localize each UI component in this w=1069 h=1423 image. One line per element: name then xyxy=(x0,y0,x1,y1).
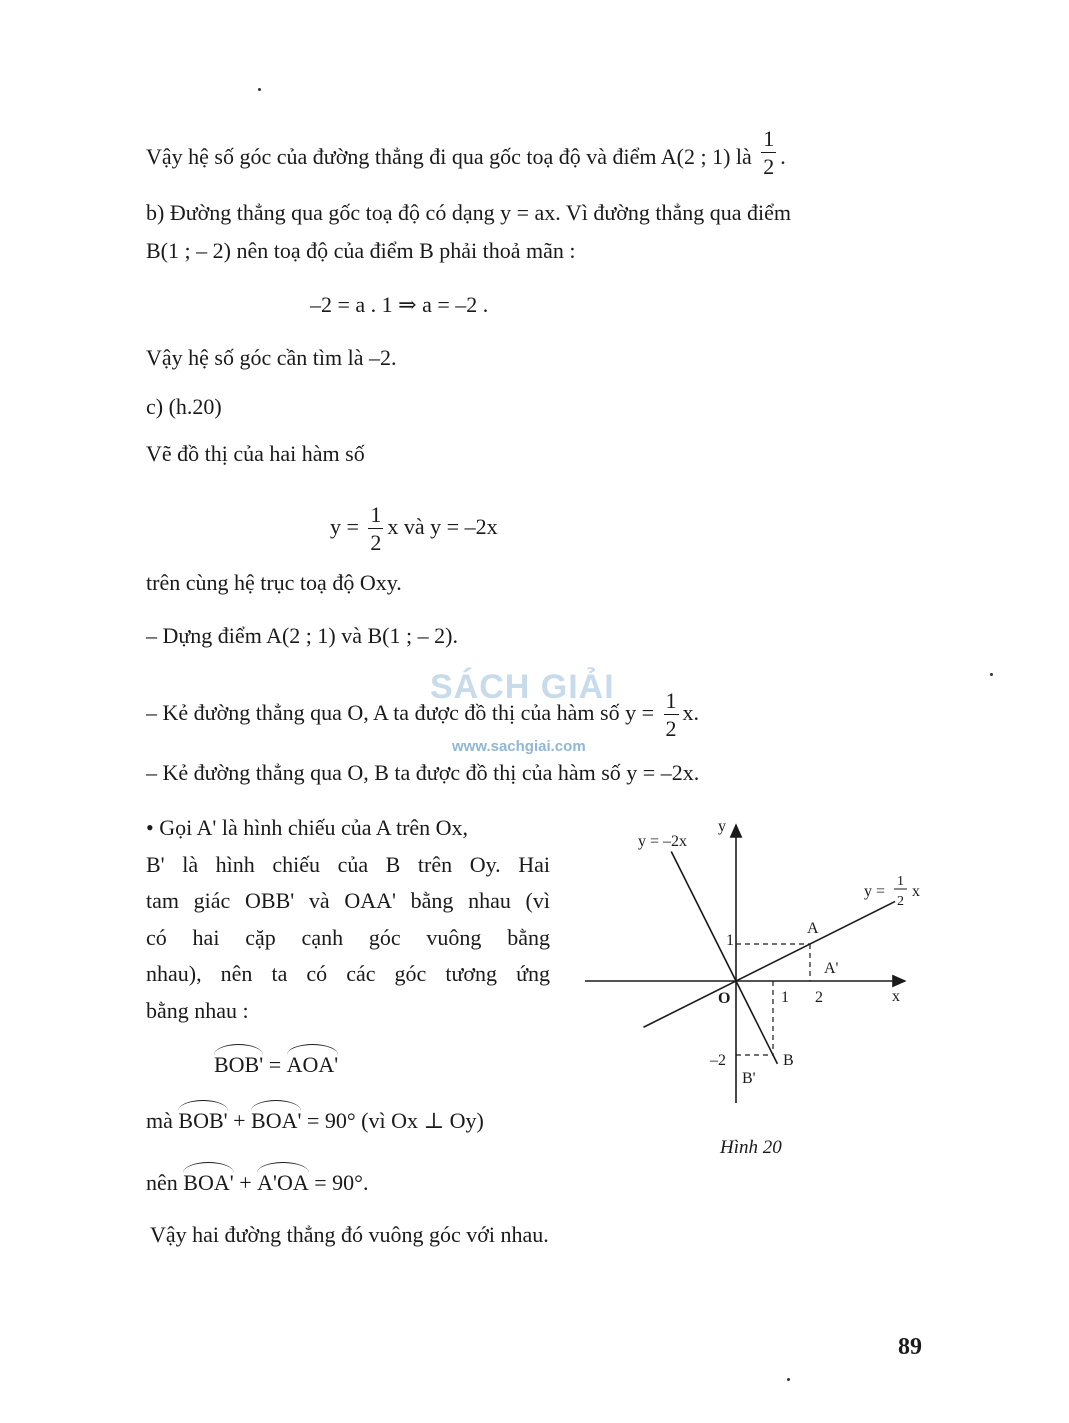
equation-b: –2 = a . 1 ⇒ a = –2 . xyxy=(310,292,489,317)
line-neg-2x xyxy=(671,852,777,1064)
point-b-label: B xyxy=(783,1052,794,1069)
part-b-line1: b) Đường thẳng qua gốc toạ độ có dạng y = ax. Vì đường thẳng qua điểm xyxy=(146,200,792,225)
watermark-logo: SÁCH GIẢI xyxy=(430,668,615,706)
tick-x-1: 1 xyxy=(781,989,789,1006)
bullet-line: tam giác OBB' và OAA' bằng nhau (vì xyxy=(146,888,550,913)
figure-caption: Hình 20 xyxy=(720,1137,782,1158)
origin-label: O xyxy=(718,990,731,1007)
conclusion-b: Vậy hệ số góc cần tìm là –2. xyxy=(146,345,397,370)
part-c-heading: c) (h.20) xyxy=(146,394,222,419)
functions-formula: y = $\frac{1}{2}$ x và y = –2x xyxy=(330,502,498,555)
bullet-line: nhau), nên ta có các góc tương ứng xyxy=(146,961,550,986)
tick-y-neg2: –2 xyxy=(710,1052,726,1069)
line-half-label-right: x xyxy=(912,883,920,900)
fraction-half: $\frac{1}{2}$ xyxy=(763,126,775,179)
speck xyxy=(990,673,993,676)
line-half-label-den: 2 xyxy=(897,894,904,909)
page-number: 89 xyxy=(898,1334,922,1360)
bullet-line: • Gọi A' là hình chiếu của A trên Ox, xyxy=(146,815,469,840)
bullet-paragraph xyxy=(146,810,550,1029)
bullet-line: có hai cặp cạnh góc vuông bằng xyxy=(146,924,550,950)
watermark-url: www.sachgiai.com xyxy=(452,738,586,755)
tick-y-1: 1 xyxy=(726,932,734,949)
fraction-half: $\frac{1}{2}$ xyxy=(370,502,382,555)
speck xyxy=(258,88,261,91)
line-half-label-num: 1 xyxy=(897,874,904,889)
y-axis-label: y xyxy=(718,818,726,835)
point-b-prime-label: B' xyxy=(742,1070,756,1087)
slope-conclusion-a: Vậy hệ số góc của đường thẳng đi qua gốc toạ độ và điểm A(2 ; 1) là $\frac{1}{2}$ . xyxy=(146,126,786,179)
same-axes-text: trên cùng hệ trục toạ độ Oxy. xyxy=(146,570,402,595)
bullet-line: B' là hình chiếu của B trên Oy. Hai xyxy=(146,851,550,877)
final-conclusion: Vậy hai đường thẳng đó vuông góc với nhau. xyxy=(150,1222,549,1247)
step2-text: – Kẻ đường thẳng qua O, A ta được đồ thị của hàm số y = $\frac{1}{2}$ x. xyxy=(146,688,699,741)
point-a-prime-label: A' xyxy=(824,960,839,977)
step1-text: – Dựng điểm A(2 ; 1) và B(1 ; – 2). xyxy=(146,623,458,648)
angle-equality: BOB' = AOA' xyxy=(214,1048,338,1078)
draw-graphs-text: Vẽ đồ thị của hai hàm số xyxy=(146,441,365,466)
x-axis-label: x xyxy=(892,988,900,1005)
speck xyxy=(787,1378,790,1381)
figure-hinh-20 xyxy=(580,815,940,1115)
line-half-label-left: y = xyxy=(864,883,886,900)
line-neg-label: y = –2x xyxy=(638,833,688,850)
bullet-line: bằng nhau : xyxy=(146,997,249,1023)
slope-text: Vậy hệ số góc của đường thẳng đi qua gốc toạ độ và điểm A(2 ; 1) là xyxy=(146,144,752,170)
step3-text: – Kẻ đường thẳng qua O, B ta được đồ thị của hàm số y = –2x. xyxy=(146,760,700,785)
angle-sum-1: mà BOB' + BOA' = 90° (vì Ox ⊥ Oy) xyxy=(146,1104,484,1134)
angle-sum-2: nên BOA' + A'OA = 90°. xyxy=(146,1166,368,1196)
line-half-x xyxy=(644,901,896,1027)
part-b-line2: B(1 ; – 2) nên toạ độ của điểm B phải thoả mãn : xyxy=(146,238,576,263)
point-a-label: A xyxy=(807,920,819,937)
tick-x-2: 2 xyxy=(815,989,823,1006)
fraction-half: $\frac{1}{2}$ xyxy=(665,688,677,741)
